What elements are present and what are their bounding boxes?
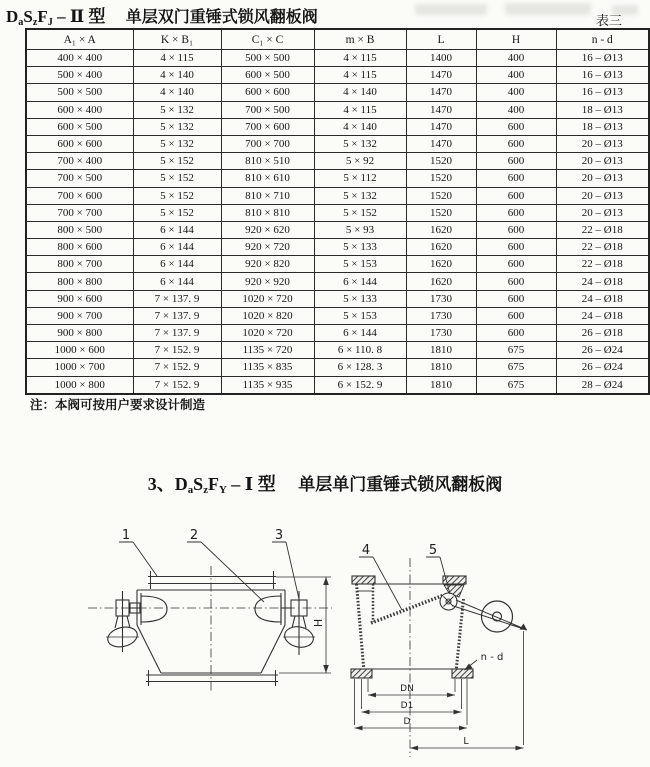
dim-label-l: L [463, 736, 469, 747]
table-row [26, 325, 649, 342]
table-cell: 600 × 600 [221, 84, 314, 101]
table-row [26, 256, 649, 273]
table-cell: 1730 [406, 307, 476, 324]
table-cell: 6 × 144 [314, 325, 406, 342]
valve-model-code: $D_aS_zF_J$ – Ⅱ 型 [6, 7, 106, 28]
table-cell: 400 [476, 101, 556, 118]
part-label-4: 4 [361, 543, 371, 558]
table-cell: 7 × 137. 9 [133, 290, 221, 307]
table-cell: 4 × 115 [133, 50, 221, 67]
table-cell: 7 × 137. 9 [133, 325, 221, 342]
table-cell: 900 × 700 [26, 307, 133, 324]
top-flange [148, 571, 276, 589]
scan-bleed-artifact [415, 4, 487, 15]
table-cell: 800 × 600 [26, 239, 133, 256]
table-row [26, 376, 649, 394]
table-cell: 1470 [406, 84, 476, 101]
scan-bleed-artifact [505, 3, 591, 15]
table-cell: 600 × 500 [221, 67, 314, 84]
table-cell: 800 × 500 [26, 221, 133, 238]
table-cell: 5 × 152 [133, 170, 221, 187]
table-cell: 1520 [406, 204, 476, 221]
column-header: L [406, 29, 476, 50]
table-cell: 1730 [406, 290, 476, 307]
table-cell: 900 × 800 [26, 325, 133, 342]
table-row [26, 342, 649, 359]
table-cell: 600 [476, 273, 556, 290]
table-cell: 6 × 152. 9 [314, 376, 406, 394]
column-header: n - d [556, 29, 649, 50]
dim-label-nd: n - d [480, 652, 504, 663]
table-cell: 5 × 133 [314, 239, 406, 256]
part-label-1: 1 [121, 528, 131, 543]
table-cell: 700 × 500 [221, 101, 314, 118]
table-cell: 1810 [406, 359, 476, 376]
table-cell: 28 – Ø24 [556, 376, 649, 394]
part-label-5: 5 [428, 543, 438, 558]
table-cell: 7 × 152. 9 [133, 342, 221, 359]
table-cell: 400 [476, 84, 556, 101]
table-cell: 700 × 700 [221, 135, 314, 152]
table-cell: 5 × 133 [314, 290, 406, 307]
table-row [26, 153, 649, 170]
table-cell: 22 – Ø18 [556, 221, 649, 238]
table-note: 注：本阀可按用户要求设计制造 [30, 397, 206, 412]
table-cell: 1620 [406, 221, 476, 238]
pivot-assembly [440, 585, 464, 610]
table-cell: 5 × 132 [133, 135, 221, 152]
table-cell: 600 [476, 307, 556, 324]
table-cell: 20 – Ø13 [556, 153, 649, 170]
table-cell: 900 × 600 [26, 290, 133, 307]
table-cell: 800 × 700 [26, 256, 133, 273]
table-cell: 600 × 500 [26, 118, 133, 135]
table-cell: 1400 [406, 50, 476, 67]
table-cell: 600 [476, 118, 556, 135]
table-cell: 5 × 132 [314, 135, 406, 152]
dim-label-h: H [312, 618, 325, 628]
column-header: m × B [314, 29, 406, 50]
table-cell: 500 × 500 [26, 84, 133, 101]
table-cell: 22 – Ø18 [556, 239, 649, 256]
table-cell: 500 × 400 [26, 67, 133, 84]
table-cell: 24 – Ø18 [556, 290, 649, 307]
valve-name: 单层双门重锤式锁风翻板阀 [125, 7, 318, 26]
right-door [255, 593, 281, 625]
table-cell: 6 × 144 [133, 256, 221, 273]
table-row [26, 101, 649, 118]
table-cell: 4 × 140 [133, 84, 221, 101]
table-cell: 16 – Ø13 [556, 50, 649, 67]
table-row [26, 84, 649, 101]
table-cell: 5 × 132 [133, 101, 221, 118]
table-cell: 1020 × 820 [221, 307, 314, 324]
table-cell: 600 [476, 135, 556, 152]
table-cell: 18 – Ø13 [556, 118, 649, 135]
table-row [26, 170, 649, 187]
table-cell: 1135 × 935 [221, 376, 314, 394]
table-cell: 400 [476, 50, 556, 67]
table-cell: 16 – Ø13 [556, 84, 649, 101]
table-cell: 1135 × 835 [221, 359, 314, 376]
page-title [6, 2, 318, 28]
table-cell: 18 – Ø13 [556, 101, 649, 118]
table-cell: 22 – Ø18 [556, 256, 649, 273]
table-cell: 5 × 152 [133, 204, 221, 221]
table-cell: 5 × 112 [314, 170, 406, 187]
table-cell: 1020 × 720 [221, 325, 314, 342]
left-door [141, 593, 167, 625]
table-cell: 1520 [406, 187, 476, 204]
table-cell: 800 × 800 [26, 273, 133, 290]
table-row [26, 67, 649, 84]
table-cell: 1470 [406, 118, 476, 135]
bottom-flange-section [351, 669, 473, 678]
table-cell: 1000 × 700 [26, 359, 133, 376]
table-cell: 6 × 144 [133, 239, 221, 256]
table-cell: 4 × 115 [314, 67, 406, 84]
table-cell: 1000 × 800 [26, 376, 133, 394]
table-cell: 1620 [406, 256, 476, 273]
table-cell: 6 × 110. 8 [314, 342, 406, 359]
column-header: H [476, 29, 556, 50]
section-title [0, 470, 650, 496]
table-cell: 7 × 137. 9 [133, 307, 221, 324]
table-cell: 1520 [406, 153, 476, 170]
table-cell: 20 – Ø13 [556, 187, 649, 204]
table-cell: 675 [476, 359, 556, 376]
top-flange-section [352, 576, 466, 584]
table-cell: 24 – Ø18 [556, 273, 649, 290]
table-cell: 24 – Ø18 [556, 307, 649, 324]
table-row [26, 290, 649, 307]
table-cell: 4 × 115 [314, 50, 406, 67]
table-cell: 600 [476, 187, 556, 204]
table-cell: 5 × 152 [133, 153, 221, 170]
hammer-weight-left [106, 591, 140, 652]
table-cell: 4 × 140 [133, 67, 221, 84]
table-cell: 1520 [406, 170, 476, 187]
table-cell: 20 – Ø13 [556, 135, 649, 152]
table-cell: 1620 [406, 273, 476, 290]
column-header: A₁ × A [26, 29, 133, 50]
table-cell: 20 – Ø13 [556, 204, 649, 221]
table-cell: 26 – Ø18 [556, 325, 649, 342]
table-cell: 1810 [406, 342, 476, 359]
table-cell: 675 [476, 376, 556, 394]
table-label: 表三 [596, 14, 623, 29]
valve-model-code-2: 3、$D_aS_zF_Y$ – Ⅰ 型 [147, 474, 276, 497]
section-view [351, 543, 527, 757]
table-row [26, 239, 649, 256]
table-cell: 5 × 153 [314, 256, 406, 273]
table-cell: 1730 [406, 325, 476, 342]
hammer-arm [452, 600, 527, 630]
table-cell: 6 × 144 [133, 273, 221, 290]
dim-label-d1: D1 [400, 701, 414, 711]
table-row [26, 221, 649, 238]
table-cell: 1470 [406, 101, 476, 118]
table-cell: 920 × 720 [221, 239, 314, 256]
table-cell: 4 × 140 [314, 118, 406, 135]
part-label-2: 2 [189, 528, 199, 543]
table-header-row [26, 29, 649, 50]
table-cell: 400 × 400 [26, 50, 133, 67]
table-cell: 5 × 92 [314, 153, 406, 170]
table-cell: 6 × 128. 3 [314, 359, 406, 376]
table-row [26, 359, 649, 376]
table-cell: 1135 × 720 [221, 342, 314, 359]
table-cell: 1020 × 720 [221, 290, 314, 307]
column-header: K × B₁ [133, 29, 221, 50]
table-row [26, 307, 649, 324]
part-label-3: 3 [274, 528, 284, 543]
table-row [26, 118, 649, 135]
table-cell: 16 – Ø13 [556, 67, 649, 84]
table-cell: 5 × 152 [133, 187, 221, 204]
part-callouts [119, 542, 299, 602]
table-cell: 4 × 140 [314, 84, 406, 101]
table-cell: 1620 [406, 239, 476, 256]
table-cell: 600 [476, 170, 556, 187]
hammer-weight-right [283, 591, 316, 655]
table-cell: 1810 [406, 376, 476, 394]
table-cell: 600 [476, 239, 556, 256]
table-cell: 6 × 144 [133, 221, 221, 238]
table-cell: 500 × 500 [221, 50, 314, 67]
table-cell: 600 [476, 204, 556, 221]
table-cell: 700 × 500 [26, 170, 133, 187]
table-cell: 26 – Ø24 [556, 342, 649, 359]
table-cell: 5 × 152 [314, 204, 406, 221]
valve-name-2: 单层单门重锤式锁风翻板阀 [298, 475, 503, 495]
table-cell: 20 – Ø13 [556, 170, 649, 187]
valve-diagram [0, 515, 650, 767]
bottom-flange [146, 670, 278, 686]
table-cell: 1470 [406, 135, 476, 152]
table-cell: 810 × 810 [221, 204, 314, 221]
spec-table [25, 28, 650, 395]
table-row [26, 204, 649, 221]
table-cell: 600 [476, 153, 556, 170]
table-cell: 700 × 600 [26, 187, 133, 204]
dim-label-dn: DN [400, 684, 414, 694]
left-view [88, 528, 332, 692]
table-cell: 4 × 115 [314, 101, 406, 118]
table-cell: 5 × 93 [314, 221, 406, 238]
table-cell: 5 × 132 [314, 187, 406, 204]
table-cell: 920 × 620 [221, 221, 314, 238]
table-cell: 400 [476, 67, 556, 84]
table-cell: 7 × 152. 9 [133, 376, 221, 394]
table-cell: 920 × 920 [221, 273, 314, 290]
table-cell: 810 × 610 [221, 170, 314, 187]
table-cell: 675 [476, 342, 556, 359]
table-cell: 700 × 400 [26, 153, 133, 170]
table-cell: 700 × 700 [26, 204, 133, 221]
table-cell: 810 × 510 [221, 153, 314, 170]
table-cell: 600 [476, 221, 556, 238]
table-cell: 1470 [406, 67, 476, 84]
table-row [26, 135, 649, 152]
column-header: C₁ × C [221, 29, 314, 50]
table-cell: 600 [476, 325, 556, 342]
dimension-D [355, 726, 468, 731]
table-row [26, 50, 649, 67]
dim-label-d: D [403, 717, 411, 727]
table-cell: 6 × 144 [314, 273, 406, 290]
table-row [26, 187, 649, 204]
table-cell: 600 × 600 [26, 135, 133, 152]
table-cell: 600 [476, 256, 556, 273]
table-cell: 5 × 153 [314, 307, 406, 324]
flap-plate [371, 595, 444, 623]
table-cell: 600 × 400 [26, 101, 133, 118]
table-cell: 26 – Ø24 [556, 359, 649, 376]
table-cell: 600 [476, 290, 556, 307]
table-cell: 5 × 132 [133, 118, 221, 135]
table-cell: 7 × 152. 9 [133, 359, 221, 376]
table-row [26, 273, 649, 290]
table-cell: 700 × 600 [221, 118, 314, 135]
table-cell: 920 × 820 [221, 256, 314, 273]
table-cell: 810 × 710 [221, 187, 314, 204]
table-cell: 1000 × 600 [26, 342, 133, 359]
